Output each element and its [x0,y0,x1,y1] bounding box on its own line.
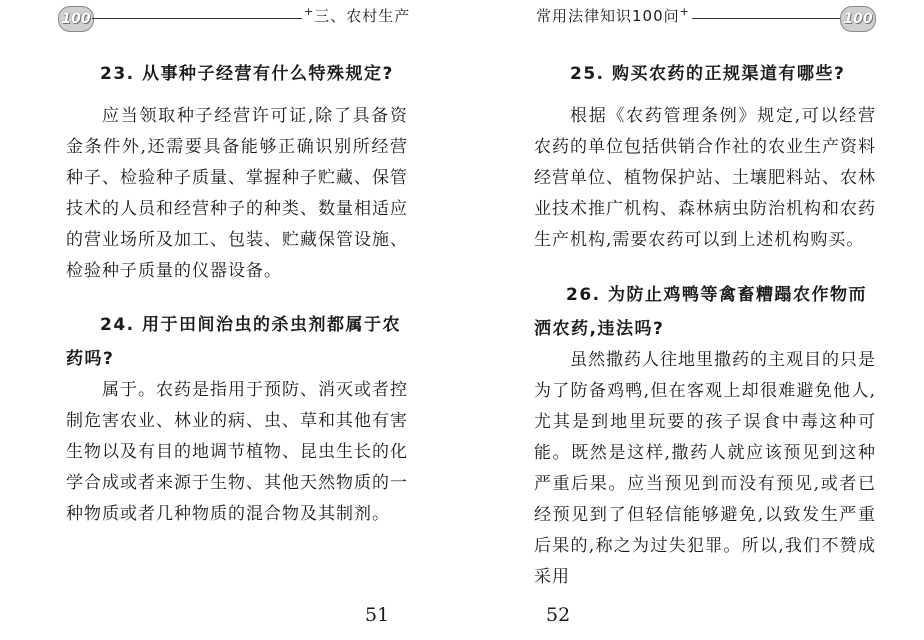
answer-24: 属于。农药是指用于预防、消灭或者控制危害农业、林业的病、虫、草和其他有害生物以及有目的地调节植物、昆虫生长的化学合成或者来源于生物、其他天然物质的一种物质或者几种物质的混合物及其制剂。 [66,380,408,524]
question-23: 23. 从事种子经营有什么特殊规定? [100,64,394,84]
section-title-text: 三、农村生产 [314,7,411,25]
header-mark: + [679,5,690,18]
question-26: 26. 为防止鸡鸭等禽畜糟蹋农作物而洒农药,违法吗? [534,285,868,339]
answer-23: 应当领取种子经营许可证,除了具备资金条件外,还需要具备能够正确识别所经营种子、检验种子质量、掌握种子贮藏、保管技术的人员和经营种子的种类、数量相适应的营业场所及加工、包装、贮藏保管设施、检验种子质量的仪器设备。 [66,106,408,281]
section-title [304,5,410,26]
page-number: 52 [546,604,571,626]
header-mark: + [304,5,315,18]
page-number: 51 [365,604,390,626]
right-page [462,0,924,640]
header-rule [92,18,302,19]
answer-25: 根据《农药管理条例》规定,可以经营农药的单位包括供销合作社的农业生产资料经营单位、植物保护站、土壤肥料站、农林业技术推广机构、森林病虫防治机构和农药生产机构,需要农药可以到上述机构购买。 [534,106,876,250]
question-25: 25. 购买农药的正规渠道有哪些? [570,64,846,84]
question-24: 24. 用于田间治虫的杀虫剂都属于农药吗? [66,315,402,369]
answer-26: 虽然撒药人往地里撒药的主观目的只是为了防备鸡鸭,但在客观上却很难避免他人,尤其是到地里玩要的孩子误食中毒这种可能。既然是这样,撒药人就应该预见到这种严重后果。应当预见到而没有预见,或者已经预见到了但轻信能够避免,以致发生严重后果的,称之为过失犯罪。所以,我们不赞成采用 [534,350,876,587]
series-badge-icon: 100 [840,6,876,32]
book-title-text: 常用法律知识100问 [536,7,680,25]
book-title [536,5,690,26]
header-rule [692,18,842,19]
series-badge-icon: 100 [58,6,94,32]
